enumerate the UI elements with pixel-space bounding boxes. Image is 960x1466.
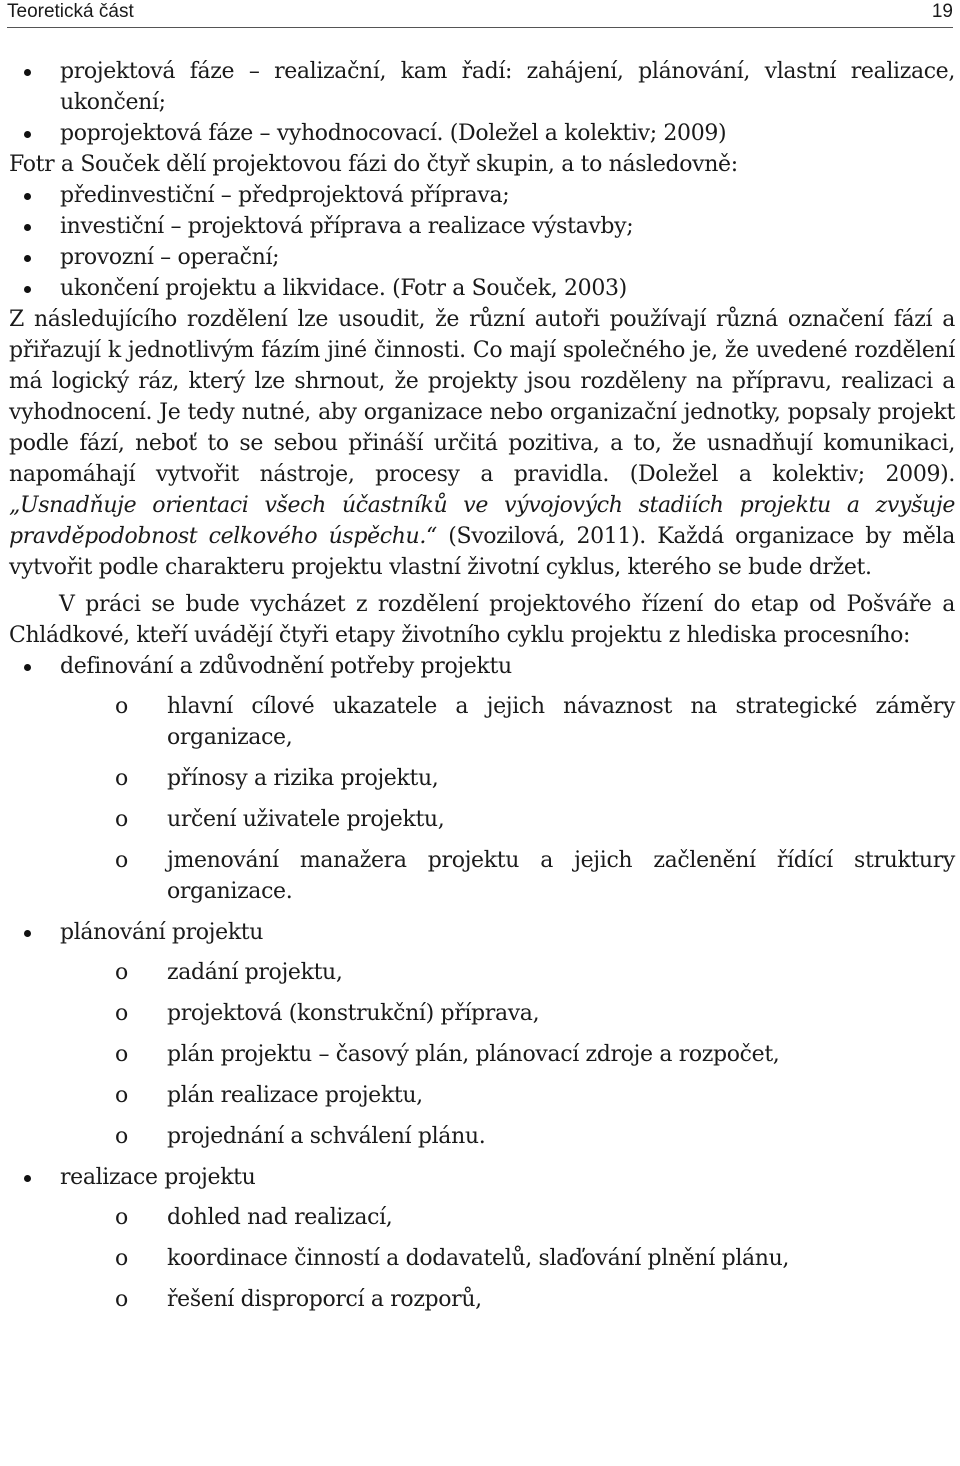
sub-item-text: zadání projektu, — [167, 960, 343, 985]
sub-item — [60, 804, 955, 835]
sub-marker: o — [115, 1124, 128, 1149]
sub-item-text: plán projektu – časový plán, plánovací zdroje a rozpočet, — [167, 1042, 780, 1067]
sub-item-text: plán realizace projektu, — [167, 1083, 423, 1108]
sub-marker: o — [115, 1205, 128, 1230]
chapter-title: Teoretická část — [7, 1, 134, 22]
sub-item-text: hlavní cílové ukazatele a jejich návaznost na strategické záměry organizace, — [167, 694, 955, 750]
stage-list — [9, 651, 955, 1315]
paragraph-text: (Svozilová, 2011). Každá organizace by měla vytvořit podle charakteru projektu vlastní životní cyklus, kterého se bude držet. — [9, 524, 955, 580]
sub-item — [60, 957, 955, 988]
stage-item — [9, 1162, 955, 1315]
sub-marker: o — [115, 960, 128, 985]
sub-item — [60, 998, 955, 1029]
sub-item — [60, 845, 955, 907]
sub-item-text: přínosy a rizika projektu, — [167, 766, 439, 791]
sub-item — [60, 1039, 955, 1070]
phase-list — [9, 56, 955, 149]
sub-marker: o — [115, 694, 128, 719]
sub-marker: o — [115, 1001, 128, 1026]
sub-item — [60, 1121, 955, 1152]
sub-marker: o — [115, 1042, 128, 1067]
sub-marker: o — [115, 807, 128, 832]
sub-item — [60, 763, 955, 794]
sub-item-text: jmenování manažera projektu a jejich začlenění řídící struktury organizace. — [167, 848, 955, 904]
page-number: 19 — [931, 1, 953, 22]
quotation: „Usnadňuje orientaci všech účastníků ve vývojových stadiích projektu a zvyšuje pravděpodobnost celkového úspěchu.“ — [9, 493, 955, 549]
paragraph-text: Z následujícího rozdělení lze usoudit, že různí autoři používají různá označení fází a přiřazují k jednotlivým fázím jiné činnosti. Co mají společného je, že uvedené rozdělení má logický ráz, který lze shrnout, že projekty jsou rozděleny na přípravu, realizaci a vyhodnocení. Je tedy nutné, aby organizace nebo organizační jednotky, popsaly projekt podle fází, neboť to se sebou přináší určitá pozitiva, a to, že usnadňují komunikaci, napomáhají vytvořit nástroje, procesy a pravidla. (Doležel a kolektiv; 2009). — [9, 307, 955, 487]
stage-sublist — [60, 1202, 955, 1315]
sub-item — [60, 691, 955, 753]
stage-sublist — [60, 957, 955, 1152]
list-item: poprojektová fáze – vyhodnocovací. (Doležel a kolektiv; 2009) — [9, 118, 955, 149]
sub-item-text: určení uživatele projektu, — [167, 807, 445, 832]
sub-item-text: projektová (konstrukční) příprava, — [167, 1001, 540, 1026]
stage-item — [9, 917, 955, 1152]
body-paragraph — [9, 304, 955, 583]
sub-item — [60, 1080, 955, 1111]
sub-marker: o — [115, 766, 128, 791]
sub-item — [60, 1202, 955, 1233]
sub-item-text: koordinace činností a dodavatelů, slaďování plnění plánu, — [167, 1246, 790, 1271]
intro-paragraph: Fotr a Souček dělí projektovou fázi do čtyř skupin, a to následovně: — [9, 152, 738, 177]
list-item: předinvestiční – předprojektová příprava; — [9, 180, 955, 211]
list-item: provozní – operační; — [9, 242, 955, 273]
stage-label: definování a zdůvodnění potřeby projektu — [60, 654, 512, 679]
sub-item-text: dohled nad realizací, — [167, 1205, 393, 1230]
stage-sublist — [60, 691, 955, 907]
list-item: projektová fáze – realizační, kam řadí: zahájení, plánování, vlastní realizace, ukončení; — [9, 56, 955, 118]
stage-label: plánování projektu — [60, 920, 264, 945]
list-item: investiční – projektová příprava a realizace výstavby; — [9, 211, 955, 242]
sub-marker: o — [115, 1287, 128, 1312]
list-item: ukončení projektu a likvidace. (Fotr a Souček, 2003) — [9, 273, 955, 304]
phase-group-list — [9, 180, 955, 304]
sub-marker: o — [115, 848, 128, 873]
sub-marker: o — [115, 1083, 128, 1108]
sub-marker: o — [115, 1246, 128, 1271]
sub-item-text: řešení disproporcí a rozporů, — [167, 1287, 482, 1312]
body-paragraph: V práci se bude vycházet z rozdělení projektového řízení do etap od Pošváře a Chládkové, kteří uvádějí čtyři etapy životního cyklu projektu z hlediska procesního: — [9, 592, 955, 648]
page-content — [9, 56, 955, 1325]
sub-item-text: projednání a schválení plánu. — [167, 1124, 486, 1149]
stage-item — [9, 651, 955, 907]
sub-item — [60, 1284, 955, 1315]
page-header — [7, 0, 953, 28]
sub-item — [60, 1243, 955, 1274]
stage-label: realizace projektu — [60, 1165, 256, 1190]
